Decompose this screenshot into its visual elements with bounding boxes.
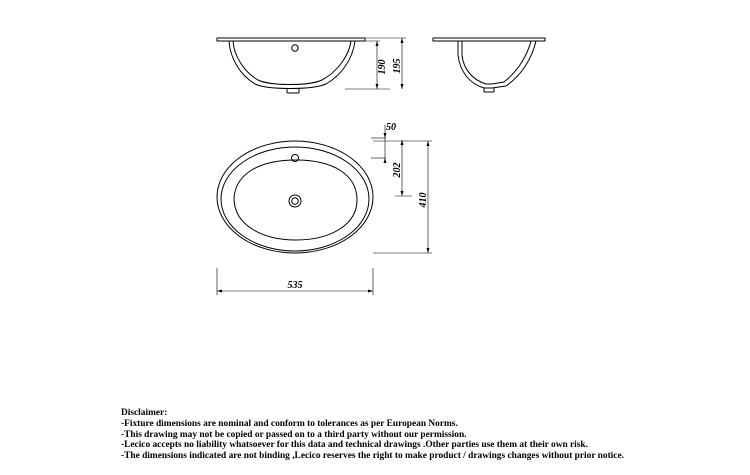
tap-hole-icon — [292, 45, 298, 51]
dim-410-label: 410 — [418, 192, 429, 208]
disclaimer-line: -Fixture dimensions are nominal and conform to tolerances as per European Norms. — [121, 418, 458, 429]
dim-190-label: 190 — [377, 59, 388, 75]
dim-535-label: 535 — [287, 280, 303, 291]
dim-50-label: 50 — [386, 122, 396, 133]
drain-inner-icon — [292, 198, 299, 205]
disclaimer-line: -This drawing may not be copied or passed on to a third party without our permission. — [121, 429, 467, 440]
disclaimer-line: -The dimensions indicated are not binding ,Lecico reserves the right to make product / drawings changes without prior notice. — [121, 451, 624, 462]
disclaimer-block — [121, 408, 741, 462]
dim-195-label: 195 — [392, 58, 403, 74]
side-elevation-view — [433, 38, 545, 92]
dim-202-label: 202 — [392, 162, 403, 178]
drain-outer-icon — [289, 195, 301, 207]
disclaimer-title: Disclaimer: — [121, 408, 168, 418]
plan-view — [217, 125, 432, 295]
disclaimer-line: -Lecico accepts no liability whatsoever for this data and technical drawings .Other parties use them at their own risk. — [121, 440, 588, 451]
